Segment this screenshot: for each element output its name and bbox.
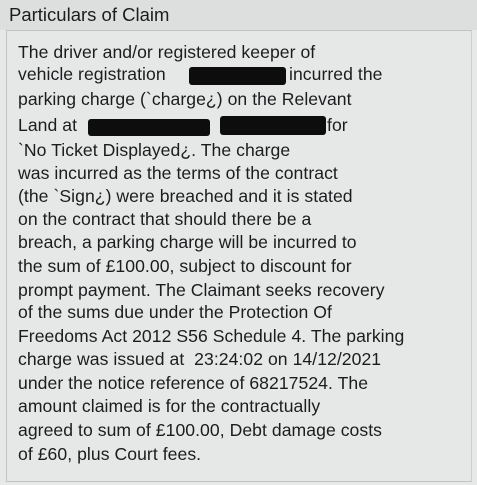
- claim-line: [18, 325, 404, 347]
- claim-line: [18, 419, 382, 441]
- claim-line: [289, 63, 383, 85]
- claim-line: [18, 185, 353, 207]
- claim-text: under the notice reference of 68217524. The: [18, 373, 369, 393]
- claim-text: charge was issued at 23:24:02 on 14/12/2021: [18, 349, 382, 369]
- claim-text: parking charge (`charge¿) on the Relevant: [18, 89, 352, 109]
- page-title: Particulars of Claim: [9, 4, 170, 25]
- claim-line: [18, 443, 201, 465]
- claim-line: [327, 114, 348, 136]
- claim-line: [18, 162, 338, 184]
- redaction-land-postcode: [220, 116, 326, 135]
- claim-line: [18, 372, 368, 394]
- claim-text: (the `Sign¿) were breached and it is stated: [18, 186, 353, 206]
- claim-line: [18, 395, 320, 417]
- redaction-land-address: [88, 119, 210, 136]
- claim-text: agreed to sum of £100.00, Debt damage costs: [18, 420, 383, 440]
- claim-text: `No Ticket Displayed¿. The charge: [18, 140, 291, 160]
- claim-text: prompt payment. The Claimant seeks recovery: [18, 280, 385, 300]
- claim-line: [18, 63, 166, 85]
- claim-line: [18, 88, 352, 110]
- claim-line: [18, 279, 385, 301]
- header-bar: [0, 0, 477, 30]
- claim-text: breach, a parking charge will be incurred to: [18, 232, 357, 252]
- claim-line: [18, 255, 352, 277]
- claim-text: was incurred as the terms of the contract: [18, 163, 338, 183]
- claim-text: vehicle registration: [18, 64, 166, 84]
- claim-line: [18, 41, 315, 63]
- claim-text: on the contract that should there be a: [18, 209, 312, 229]
- claim-text: Freedoms Act 2012 S56 Schedule 4. The parking: [18, 326, 405, 346]
- claim-line: [18, 301, 332, 323]
- claim-text: Land at: [18, 115, 78, 135]
- claim-text: of the sums due under the Protection Of: [18, 302, 332, 322]
- claim-text: of £60, plus Court fees.: [18, 444, 202, 464]
- claim-text: for: [327, 115, 348, 135]
- claim-text: incurred the: [289, 64, 383, 84]
- claim-line: [18, 139, 290, 161]
- claim-line: [18, 208, 311, 230]
- claim-line: [18, 231, 357, 253]
- claim-text: amount claimed is for the contractually: [18, 396, 321, 416]
- redaction-vehicle-registration: [189, 67, 286, 85]
- claim-line: [18, 348, 381, 370]
- claim-text: the sum of £100.00, subject to discount for: [18, 256, 352, 276]
- claim-line: [18, 114, 77, 136]
- claim-text: The driver and/or registered keeper of: [18, 42, 316, 62]
